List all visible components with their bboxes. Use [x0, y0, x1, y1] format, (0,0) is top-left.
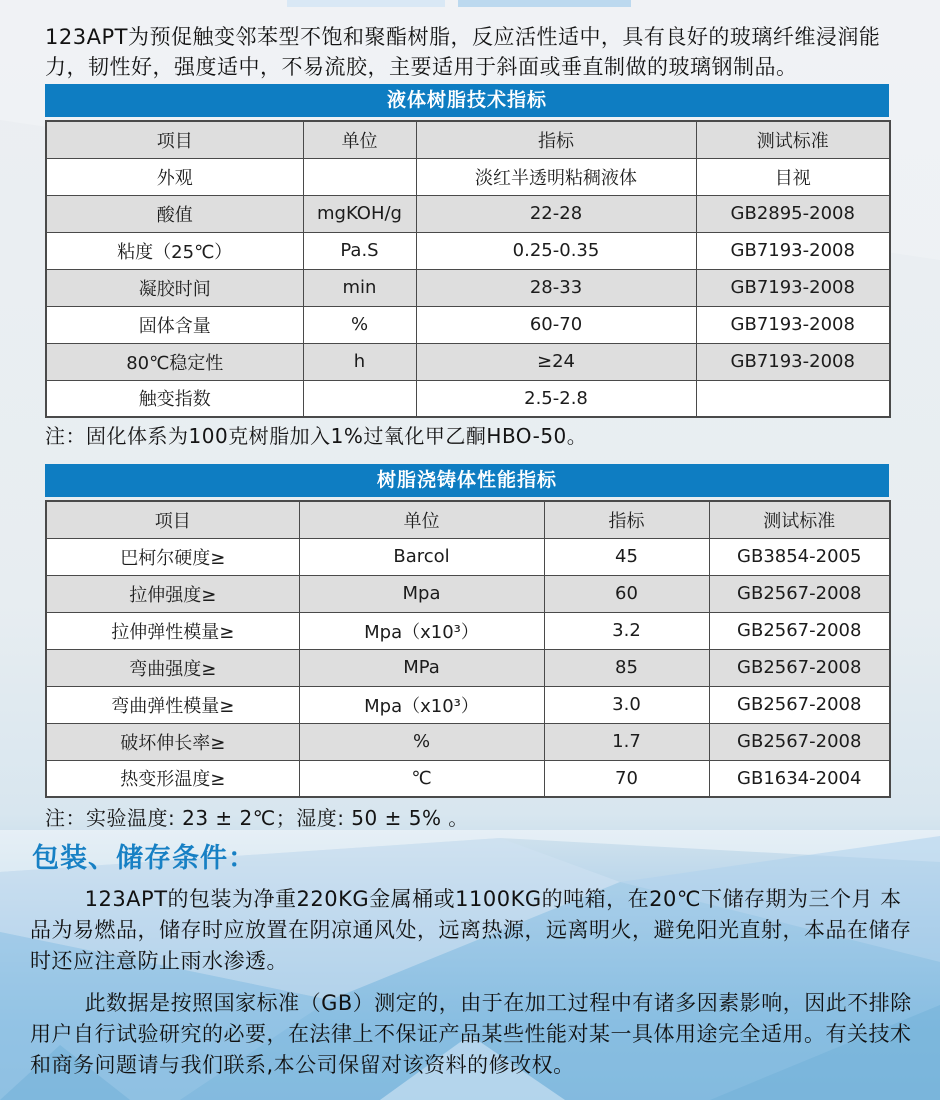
table-cell: GB7193-2008	[696, 269, 890, 306]
table-row	[46, 649, 890, 686]
table-row	[46, 269, 890, 306]
table-cell: 1.7	[544, 723, 709, 760]
liquid-resin-table	[45, 120, 891, 418]
table-cell: 85	[544, 649, 709, 686]
table-row	[46, 723, 890, 760]
table-row	[46, 686, 890, 723]
table-cell: 外观	[46, 158, 303, 195]
table-cell: ≥24	[416, 343, 696, 380]
table-cell: 巴柯尔硬度≥	[46, 538, 299, 575]
table-cell: mgKOH/g	[303, 195, 416, 232]
table-cell: MPa	[299, 649, 544, 686]
table-cell: min	[303, 269, 416, 306]
table-cell: Mpa（x10³）	[299, 612, 544, 649]
table-cell: 0.25-0.35	[416, 232, 696, 269]
table-cell: GB7193-2008	[696, 306, 890, 343]
table-cell: 凝胶时间	[46, 269, 303, 306]
table-cell: 弯曲弹性模量≥	[46, 686, 299, 723]
table-cell: 拉伸强度≥	[46, 575, 299, 612]
table-cell: GB7193-2008	[696, 232, 890, 269]
table-cell: 22-28	[416, 195, 696, 232]
table-row	[46, 306, 890, 343]
table-cell: 拉伸弹性模量≥	[46, 612, 299, 649]
packaging-paragraph: 123APT的包装为净重220KG金属桶或1100KG的吨箱，在20℃下储存期为三个月 本品为易燃品，储存时应放置在阴凉通风处，远离热源，远离明火，避免阳光直射，本品在储存时还应注意防止雨水渗透。	[30, 887, 912, 973]
test-conditions-note: 注：实验温度: 23 ± 2℃；湿度: 50 ± 5% 。	[45, 806, 469, 830]
table-cell: 淡红半透明粘稠液体	[416, 158, 696, 195]
curing-system-note: 注：固化体系为100克树脂加入1%过氧化甲乙酮HBO-50。	[45, 424, 588, 448]
casting-performance-table	[45, 500, 891, 798]
table-cell: h	[303, 343, 416, 380]
table-cell: GB2895-2008	[696, 195, 890, 232]
table-row	[46, 380, 890, 417]
table-cell: GB2567-2008	[709, 575, 890, 612]
table-cell: 破坏伸长率≥	[46, 723, 299, 760]
table-row	[46, 575, 890, 612]
table-cell: 28-33	[416, 269, 696, 306]
table-cell: Barcol	[299, 538, 544, 575]
table-cell: 酸值	[46, 195, 303, 232]
table-row	[46, 158, 890, 195]
table-cell: GB7193-2008	[696, 343, 890, 380]
casting-performance-section	[45, 464, 889, 798]
casting-performance-table-title: 树脂浇铸体性能指标	[45, 464, 889, 497]
column-header: 指标	[544, 501, 709, 538]
table-cell: 触变指数	[46, 380, 303, 417]
table-cell: %	[299, 723, 544, 760]
table-row	[46, 612, 890, 649]
table-cell: ℃	[299, 760, 544, 797]
table-cell: GB2567-2008	[709, 612, 890, 649]
table-cell: 2.5-2.8	[416, 380, 696, 417]
table-cell: %	[303, 306, 416, 343]
table-cell: 3.2	[544, 612, 709, 649]
table-header-row	[46, 121, 890, 158]
table-cell: GB2567-2008	[709, 649, 890, 686]
table-cell	[303, 158, 416, 195]
table-cell: 弯曲强度≥	[46, 649, 299, 686]
table-header-row	[46, 501, 890, 538]
column-header: 指标	[416, 121, 696, 158]
table-cell: Mpa	[299, 575, 544, 612]
table-row	[46, 760, 890, 797]
table-cell: 粘度（25℃）	[46, 232, 303, 269]
table-cell: 60	[544, 575, 709, 612]
column-header: 单位	[299, 501, 544, 538]
table-cell: GB2567-2008	[709, 686, 890, 723]
table-cell: 45	[544, 538, 709, 575]
table-cell: 80℃稳定性	[46, 343, 303, 380]
table-row	[46, 232, 890, 269]
table-cell: GB2567-2008	[709, 723, 890, 760]
table-cell: 目视	[696, 158, 890, 195]
table-row	[46, 195, 890, 232]
table-cell: 60-70	[416, 306, 696, 343]
table-cell	[696, 380, 890, 417]
table-cell	[303, 380, 416, 417]
storage-section-heading: 包装、储存条件：	[32, 843, 256, 874]
table-cell: 热变形温度≥	[46, 760, 299, 797]
top-accent-bar-left	[287, 0, 445, 7]
table-row	[46, 538, 890, 575]
table-cell: Mpa（x10³）	[299, 686, 544, 723]
column-header: 单位	[303, 121, 416, 158]
product-intro-paragraph: 123APT为预促触变邻苯型不饱和聚酯树脂，反应活性适中，具有良好的玻璃纤维浸润能力，韧性好，强度适中，不易流胶，主要适用于斜面或垂直制做的玻璃钢制品。	[45, 25, 881, 79]
table-cell: Pa.S	[303, 232, 416, 269]
table-cell: 70	[544, 760, 709, 797]
liquid-resin-table-title: 液体树脂技术指标	[45, 84, 889, 117]
column-header: 测试标准	[696, 121, 890, 158]
liquid-resin-spec-section	[45, 84, 889, 418]
table-cell: 3.0	[544, 686, 709, 723]
column-header: 项目	[46, 501, 299, 538]
column-header: 项目	[46, 121, 303, 158]
table-cell: GB3854-2005	[709, 538, 890, 575]
table-cell: 固体含量	[46, 306, 303, 343]
table-cell: GB1634-2004	[709, 760, 890, 797]
column-header: 测试标准	[709, 501, 890, 538]
table-row	[46, 343, 890, 380]
top-accent-bar-right	[458, 0, 631, 7]
disclaimer-paragraph: 此数据是按照国家标准（GB）测定的，由于在加工过程中有诸多因素影响，因此不排除用户自行试验研究的必要，在法律上不保证产品某些性能对某一具体用途完全适用。有关技术和商务问题请与我们联系,本公司保留对该资料的修改权。	[30, 991, 912, 1077]
